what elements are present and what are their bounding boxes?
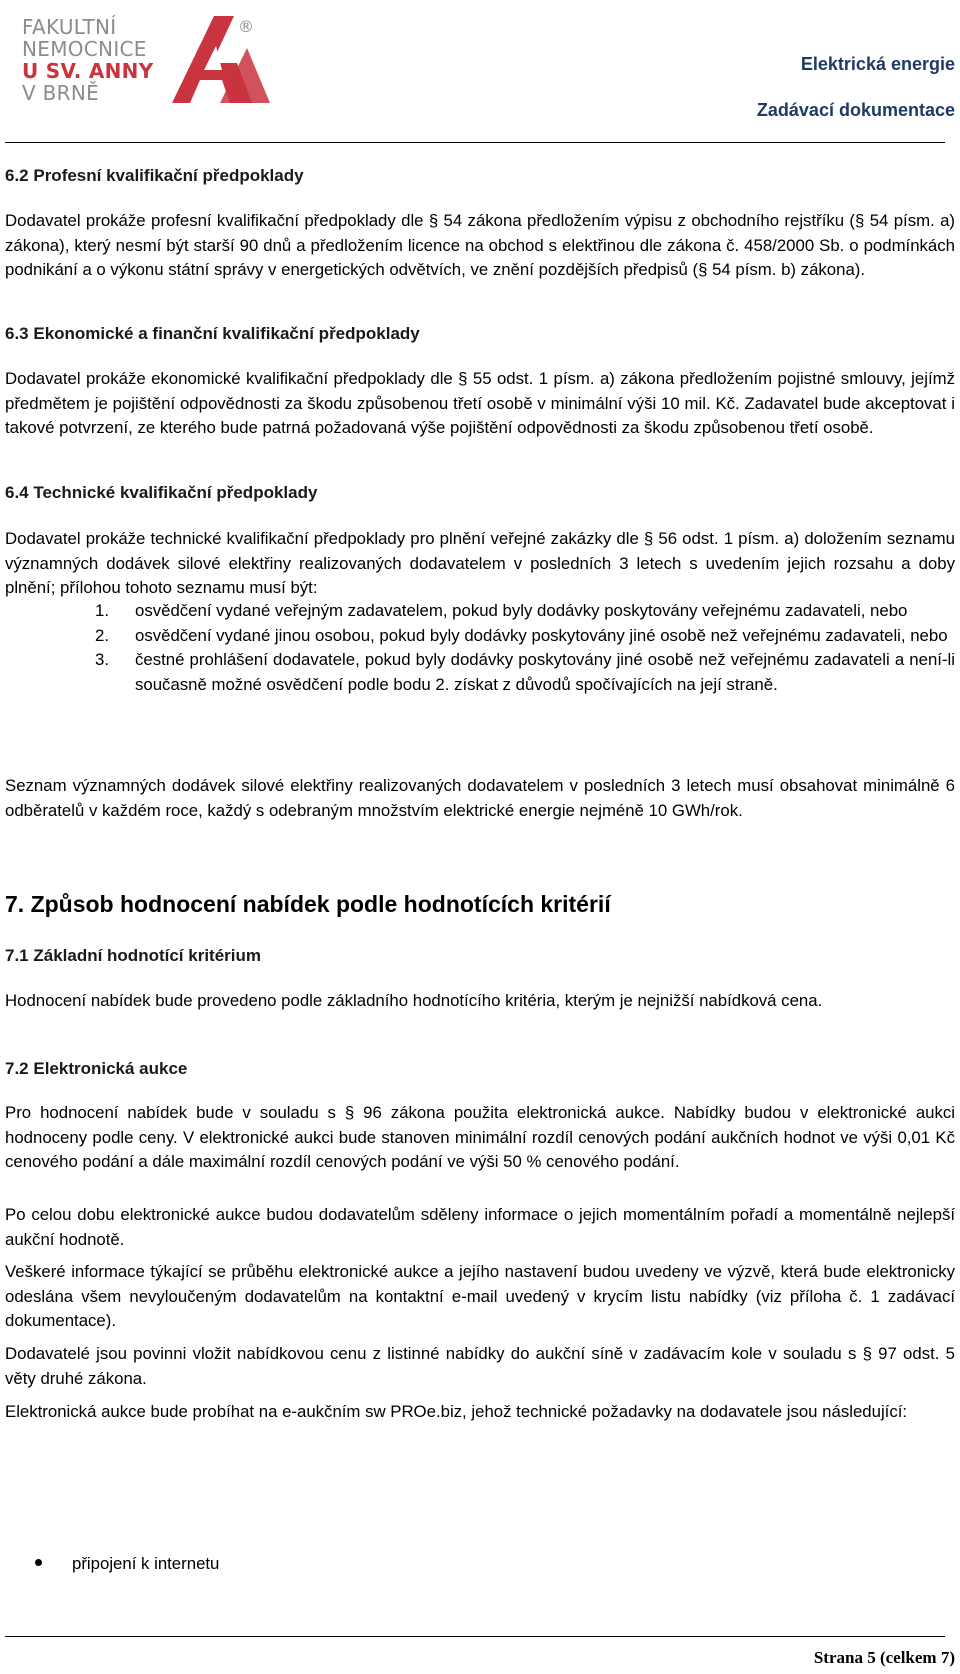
logo-line-4: V BRNĚ bbox=[22, 81, 100, 105]
list-item-number: 3. bbox=[95, 650, 109, 669]
header-divider bbox=[5, 142, 945, 143]
logo-line-1: FAKULTNÍ bbox=[22, 15, 117, 39]
list-item-text: čestné prohlášení dodavatele, pokud byly dodávky poskytovány jiné osobě než veřejnému zadavateli a není-li současně možné osvědčení podle bodu 2. získat z důvodů spočívajících na její straně. bbox=[135, 650, 955, 694]
section-6-4-heading: 6.4 Technické kvalifikační předpoklady bbox=[5, 483, 318, 502]
section-6-2-heading: 6.2 Profesní kvalifikační předpoklady bbox=[5, 166, 304, 185]
list-item-number: 1. bbox=[95, 601, 109, 620]
logo-registered-mark: ® bbox=[238, 17, 254, 36]
logo-line-3: U SV. ANNY bbox=[22, 59, 154, 83]
section-7-1-heading: 7.1 Základní hodnotící kritérium bbox=[5, 946, 261, 965]
list-item bbox=[5, 624, 955, 649]
section-6-3-heading: 6.3 Ekonomické a finanční kvalifikační předpoklady bbox=[5, 324, 420, 343]
section-6-2-paragraph: Dodavatel prokáže profesní kvalifikační předpoklady dle § 54 zákona předložením výpisu z obchodního rejstříku (§ 54 písm. a) zákona), který nesmí být starší 90 dnů a předložením licence na obchod s elektřinou dle zákona č. 458/2000 Sb. o podmínkách podnikání a o výkonu státní správy v energetických odvětvích, ve znění pozdějších předpisů (§ 54 písm. b) zákona). bbox=[5, 211, 955, 279]
section-7-2-paragraph-3: Veškeré informace týkající se průběhu elektronické aukce a jejího nastavení budou uvedeny ve výzvě, která bude elektronicky odeslána všem nevyloučeným dodavatelům na kontaktní e-mail uvedený v krycím listu nabídky (viz příloha č. 1 zadávací dokumentace). bbox=[5, 1262, 955, 1330]
list-item-number: 2. bbox=[95, 625, 109, 645]
bullet-item bbox=[35, 1552, 219, 1577]
list-item-text: osvědčení vydané veřejným zadavatelem, pokud byly dodávky poskytovány veřejnému zadavateli, nebo bbox=[135, 601, 908, 620]
section-6-3-paragraph: Dodavatel prokáže ekonomické kvalifikační předpoklady dle § 55 odst. 1 písm. a) zákona předložením pojistné smlouvy, jejímž předmětem je pojištění odpovědnosti za škodu způsobenou třetí osobě v minimální výši 10 mil. Kč. Zadavatel bude akceptovat i takové potvrzení, ze kterého bude patrná požadovaná výše pojištění odpovědnosti za škodu způsobenou třetí osobě. bbox=[5, 369, 955, 437]
evidence-list bbox=[5, 599, 955, 697]
list-item-text: osvědčení vydané jinou osobou, pokud byly dodávky poskytovány jiné osobě než veřejnému zadavateli, nebo bbox=[135, 625, 948, 645]
section-7-2-paragraph-5: Elektronická aukce bude probíhat na e-aukčním sw PROe.biz, jehož technické požadavky na dodavatele jsou následující: bbox=[5, 1402, 908, 1421]
section-7-2-paragraph-1: Pro hodnocení nabídek bude v souladu s § 96 zákona použita elektronická aukce. Nabídky budou v elektronické aukci hodnoceny podle ceny. V elektronické aukci bude stanoven minimální rozdíl cenových podání aukčních hodnot ve výši 0,01 Kč cenového podání a dále maximální rozdíl cenových podání ve výši 50 % cenového podání. bbox=[5, 1103, 955, 1171]
hospital-logo bbox=[22, 8, 272, 113]
footer-divider bbox=[5, 1636, 945, 1637]
logo-wordmark bbox=[22, 16, 154, 104]
bullet-text: připojení k internetu bbox=[72, 1554, 220, 1573]
document-subtitle: Zadávací dokumentace bbox=[756, 100, 955, 120]
bullet-icon bbox=[35, 1559, 42, 1566]
section-6-4-paragraph: Dodavatel prokáže technické kvalifikační předpoklady pro plnění veřejné zakázky dle § 56 odst. 1 písm. a) doložením seznamu významných dodávek silové elektřiny realizovaných dodavatelem v posledních 3 letech s uvedením jejich rozsahu a doby plnění; přílohou tohoto seznamu musí být: bbox=[5, 529, 955, 597]
list-item bbox=[5, 648, 955, 697]
section-6-4-summary: Seznam významných dodávek silové elektřiny realizovaných dodavatelem v posledních 3 letech musí obsahovat minimálně 6 odběratelů v každém roce, každý s odebraným množstvím elektrické energie nejméně 10 GWh/rok. bbox=[5, 776, 955, 820]
chapter-7-heading: 7. Způsob hodnocení nabídek podle hodnotících kritérií bbox=[5, 891, 611, 917]
section-7-2-paragraph-4: Dodavatelé jsou povinni vložit nabídkovou cenu z listinné nabídky do aukční síně v zadávacím kole v souladu s § 97 odst. 5 věty druhé zákona. bbox=[5, 1344, 955, 1388]
page-number: Strana 5 (celkem 7) bbox=[813, 1648, 955, 1667]
logo-line-2: NEMOCNICE bbox=[22, 37, 147, 61]
section-7-2-heading: 7.2 Elektronická aukce bbox=[5, 1059, 188, 1078]
list-item bbox=[5, 599, 955, 624]
section-7-1-paragraph: Hodnocení nabídek bude provedeno podle základního hodnotícího kritéria, kterým je nejnižší nabídková cena. bbox=[5, 991, 823, 1010]
section-7-2-paragraph-2: Po celou dobu elektronické aukce budou dodavatelům sděleny informace o jejich momentálním pořadí a momentálně nejlepší aukční hodnotě. bbox=[5, 1205, 955, 1249]
document-title: Elektrická energie bbox=[800, 54, 955, 74]
logo-emblem-icon bbox=[142, 8, 272, 108]
